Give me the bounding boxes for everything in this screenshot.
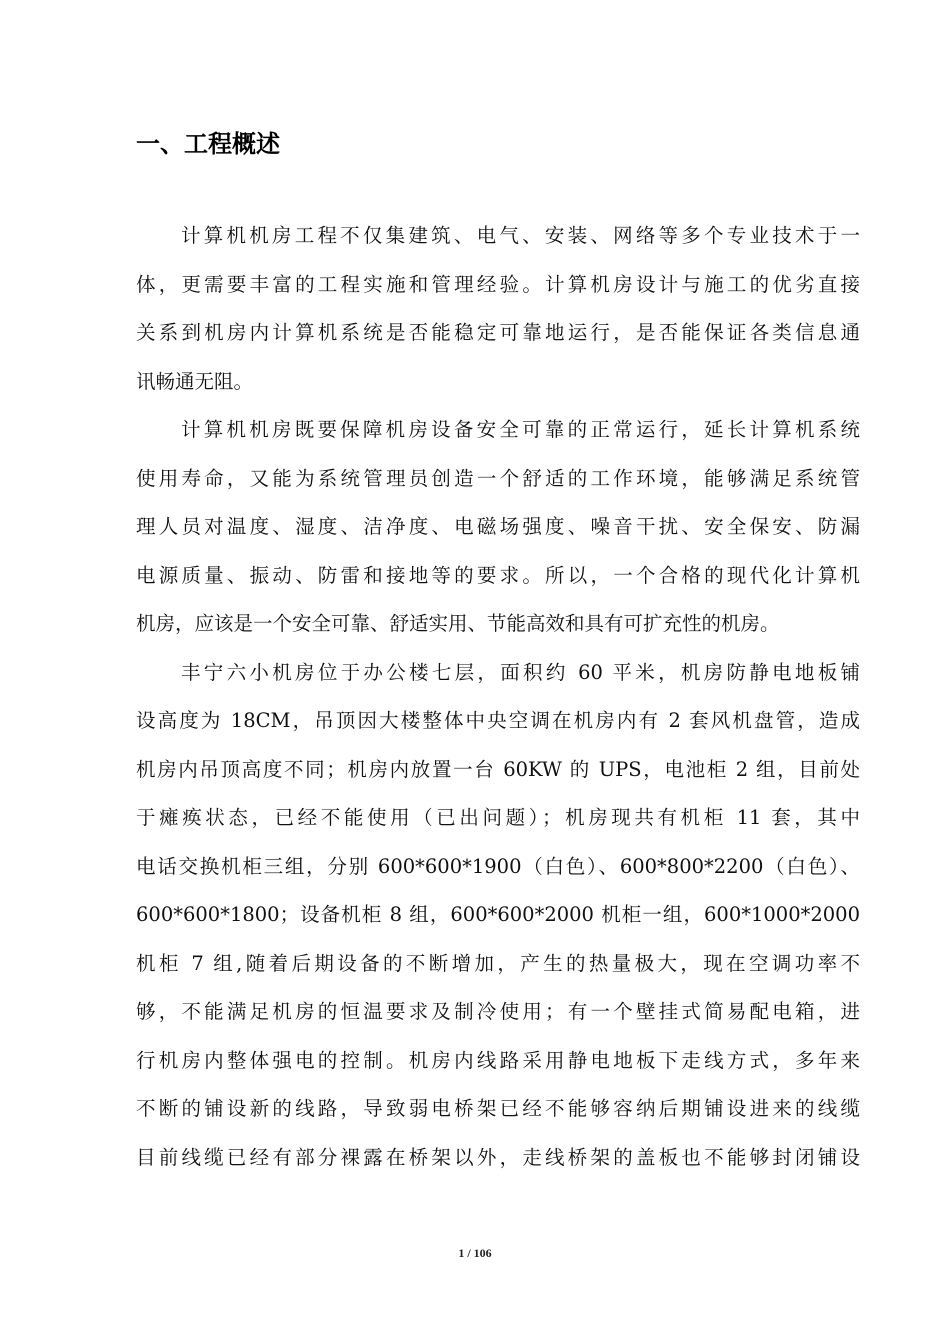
text-line: 于瘫痪状态，已经不能使用（已出问题）；机房现共有机柜 11 套，其中 <box>136 806 860 829</box>
text-line: 体，更需要丰富的工程实施和管理经验。计算机房设计与施工的优劣直接 <box>136 272 860 296</box>
text-line: 机房，应该是一个安全可靠、舒适实用、节能高效和具有可扩充性的机房。 <box>136 612 780 635</box>
text-line: 计算机机房工程不仅集建筑、电气、安装、网络等多个专业技术于一 <box>181 224 860 247</box>
text-line: 目前线缆已经有部分裸露在桥架以外，走线桥架的盖板也不能够封闭铺设 <box>136 1145 860 1169</box>
text-line: 600*600*1800；设备机柜 8 组，600*600*2000 机柜一组，600*1000*2000 <box>136 903 860 926</box>
text-line: 机柜 7 组,随着后期设备的不断增加，产生的热量极大，现在空调功率不 <box>136 951 860 975</box>
text-line: 丰宁六小机房位于办公楼七层，面积约 60 平米，机房防静电地板铺 <box>181 660 860 684</box>
text-line: 电源质量、振动、防雷和接地等的要求。所以，一个合格的现代化计算机 <box>136 563 860 587</box>
text-line: 够，不能满足机房的恒温要求及制冷使用；有一个壁挂式简易配电箱，进 <box>136 1000 860 1023</box>
text-line: 行机房内整体强电的控制。机房内线路采用静电地板下走线方式，多年来 <box>136 1048 860 1072</box>
text-line: 使用寿命，又能为系统管理员创造一个舒适的工作环境，能够满足系统管 <box>136 466 860 490</box>
text-line: 理人员对温度、湿度、洁净度、电磁场强度、噪音干扰、安全保安、防漏 <box>136 515 860 538</box>
text-line: 关系到机房内计算机系统是否能稳定可靠地运行，是否能保证各类信息通 <box>136 321 860 344</box>
body-text <box>136 216 860 1186</box>
section-heading: 一、工程概述 <box>136 130 280 158</box>
text-line: 讯畅通无阻。 <box>136 369 254 393</box>
text-line: 不断的铺设新的线路，导致弱电桥架已经不能够容纳后期铺设进来的线缆 <box>136 1097 860 1120</box>
page-number: 1 / 106 <box>458 1246 492 1260</box>
text-line: 设高度为 18CM，吊顶因大楼整体中央空调在机房内有 2 套风机盘管，造成 <box>136 709 860 732</box>
text-line: 机房内吊顶高度不同；机房内放置一台 60KW 的 UPS，电池柜 2 组，目前处 <box>136 757 860 781</box>
text-line: 计算机机房既要保障机房设备安全可靠的正常运行，延长计算机系统 <box>181 418 860 441</box>
text-line: 电话交换机柜三组，分别 600*600*1900（白色）、600*800*2200（白色）、 <box>136 854 860 878</box>
